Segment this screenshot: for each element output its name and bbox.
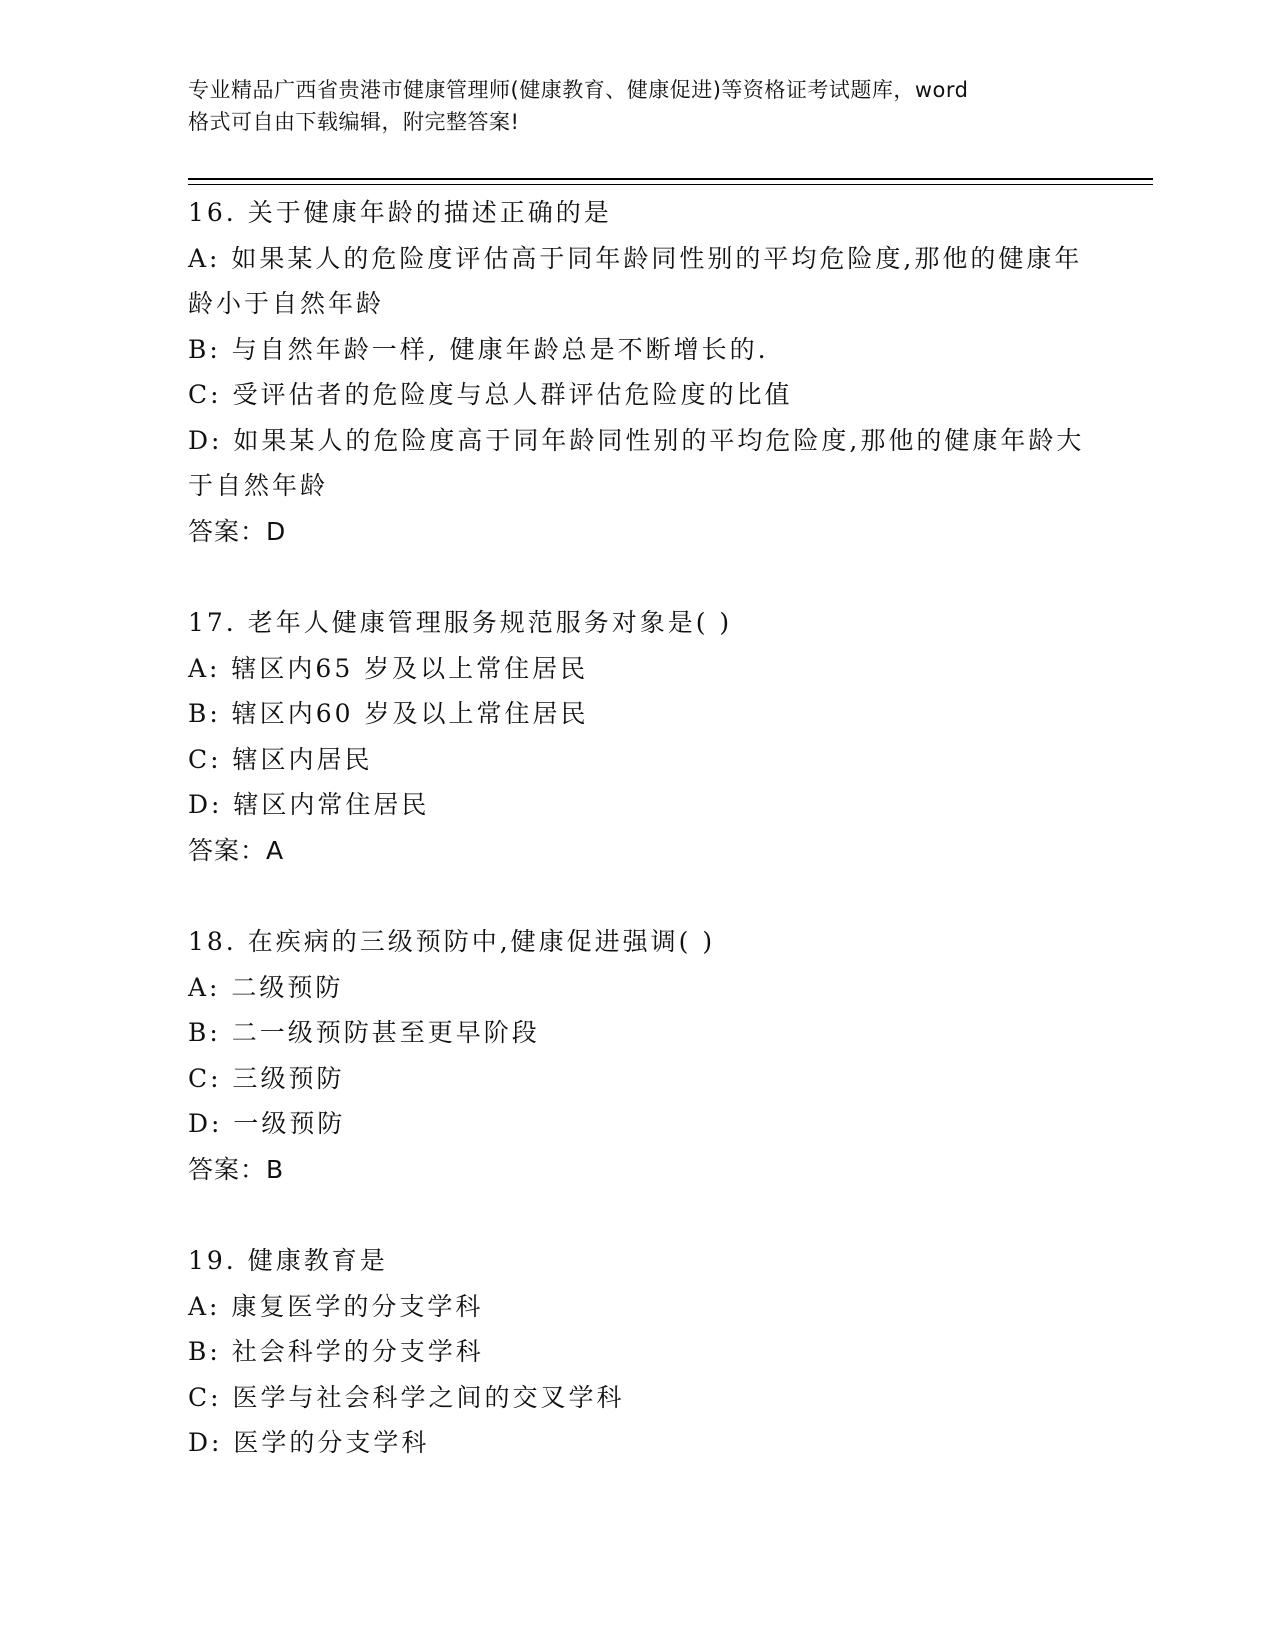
header-line-2: 格式可自由下载编辑，附完整答案! (188, 110, 520, 134)
option-a: A: 二级预防 (188, 972, 344, 1002)
question-stem: 19. 健康教育是 (188, 1246, 388, 1275)
option-d: D: 一级预防 (188, 1109, 346, 1138)
option-c: C: 辖区内居民 (188, 744, 373, 774)
question-17 (188, 600, 1088, 873)
question-stem: 18. 在疾病的三级预防中,健康促进强调( ) (188, 927, 716, 956)
question-stem: 16. 关于健康年龄的描述正确的是 (188, 198, 612, 227)
option-c: C: 受评估者的危险度与总人群评估危险度的比值 (188, 380, 793, 409)
answer-label: 答案：A (188, 835, 285, 865)
answer-label: 答案：B (188, 1154, 285, 1184)
document-header (188, 74, 1108, 138)
option-d: D: 如果某人的危险度高于同年龄同性别的平均危险度,那他的健康年龄大于自然年龄 (188, 425, 1085, 500)
option-d: D: 医学的分支学科 (188, 1428, 430, 1457)
option-c: C: 医学与社会科学之间的交叉学科 (188, 1382, 625, 1412)
question-19 (188, 1238, 1088, 1466)
header-line-1: 专业精品广西省贵港市健康管理师(健康教育、健康促进)等资格证考试题库，word (188, 78, 969, 102)
question-16 (188, 190, 1088, 554)
option-a: A: 如果某人的危险度评估高于同年龄同性别的平均危险度,那他的健康年龄小于自然年龄 (188, 243, 1083, 318)
answer-label: 答案：D (188, 516, 287, 546)
header-divider-thick (188, 178, 1153, 180)
option-b: B: 社会科学的分支学科 (188, 1337, 484, 1366)
header-divider-thin (188, 184, 1153, 185)
option-b: B: 二一级预防甚至更早阶段 (188, 1018, 540, 1047)
option-a: A: 康复医学的分支学科 (188, 1291, 484, 1321)
question-list (188, 190, 1088, 1512)
question-18 (188, 919, 1088, 1192)
option-d: D: 辖区内常住居民 (188, 790, 430, 819)
option-c: C: 三级预防 (188, 1063, 345, 1093)
option-b: B: 辖区内60 岁及以上常住居民 (188, 699, 589, 728)
question-stem: 17. 老年人健康管理服务规范服务对象是( ) (188, 608, 733, 637)
option-a: A: 辖区内65 岁及以上常住居民 (188, 653, 589, 683)
option-b: B: 与自然年龄一样, 健康年龄总是不断增长的. (188, 334, 769, 364)
